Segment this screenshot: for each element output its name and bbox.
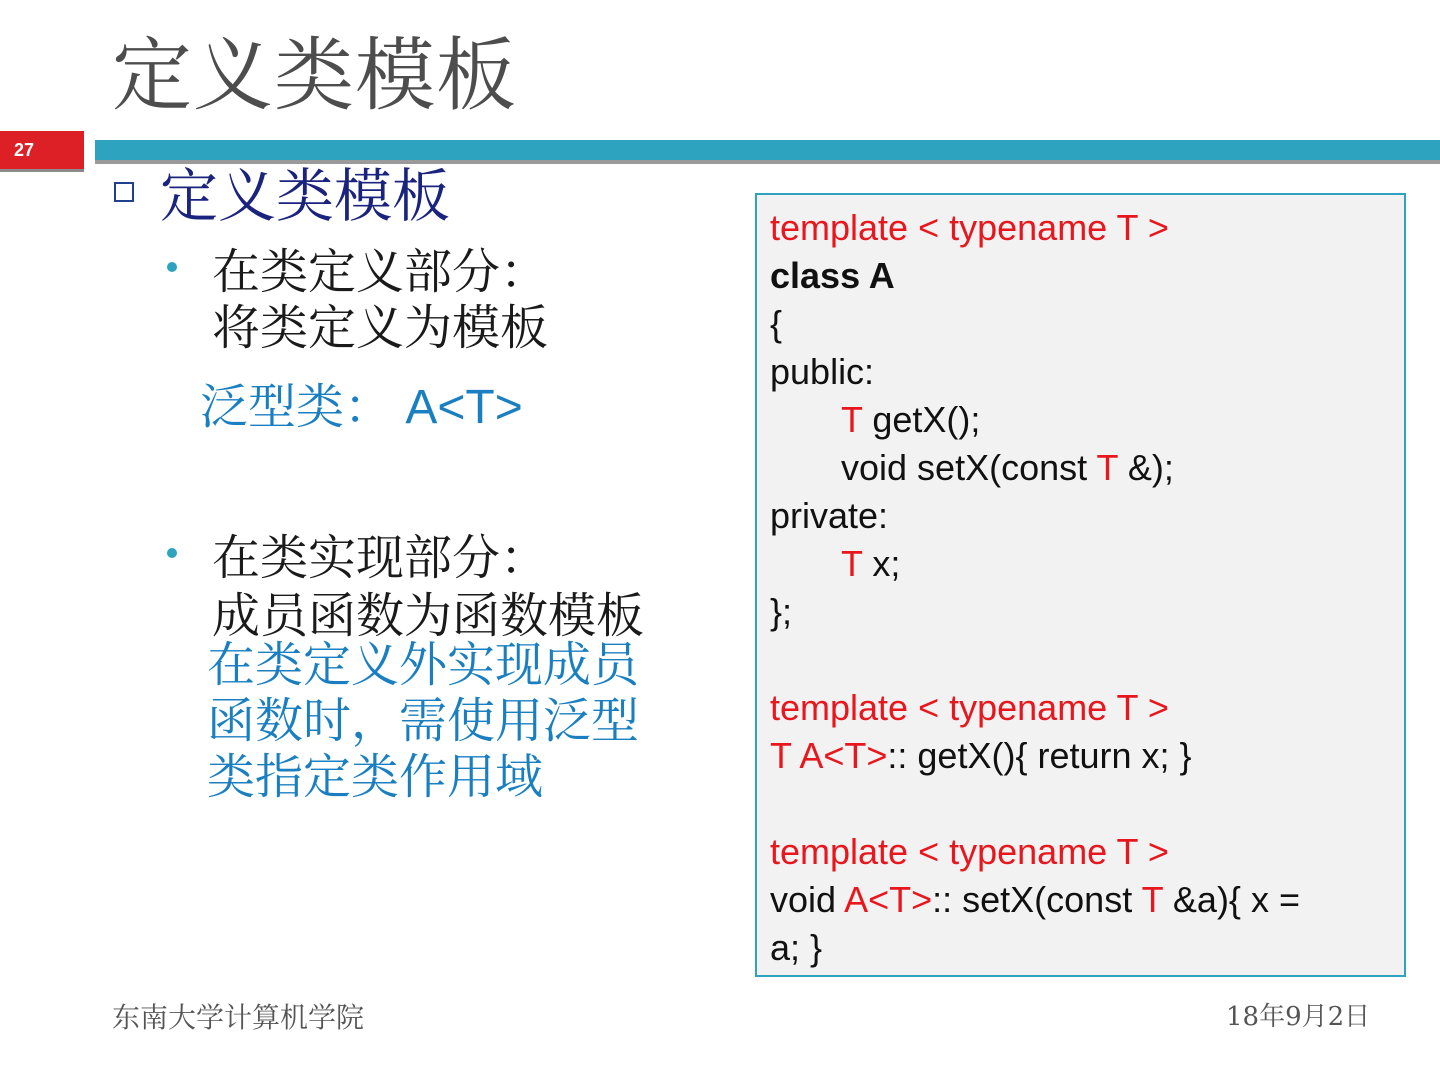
code-line [770, 396, 1390, 444]
code-fragment: void [770, 879, 845, 920]
type-token: A<T> [844, 879, 933, 920]
code-fragment: x; [862, 543, 901, 584]
code-line [770, 540, 1390, 588]
section-heading: 定义类模板 [160, 164, 451, 229]
scope-note-line-3: 类指定类作用域 [207, 751, 544, 804]
dot-bullet-icon [167, 548, 177, 558]
square-bullet-icon [114, 182, 134, 202]
code-fragment: :: getX(){ return x; } [887, 735, 1192, 776]
code-line [770, 876, 1390, 924]
code-line: template < typename T > [770, 687, 1169, 728]
bullet-2-line-1: 在类实现部分： [212, 532, 549, 585]
scope-note-line-1: 在类定义外实现成员 [207, 639, 640, 692]
code-fragment: :: setX(const [932, 879, 1142, 920]
type-token: T [1096, 447, 1118, 488]
scope-note-line-2: 函数时，需使用泛型 [207, 695, 640, 748]
title-divider-bar [95, 140, 1440, 164]
generic-class-note: 泛型类： A<T> [200, 381, 523, 434]
code-line: template < typename T > [770, 831, 1169, 872]
footer-date: 18年9月2日 [1226, 1002, 1371, 1032]
bullet-1-line-1: 在类定义部分： [212, 246, 549, 299]
code-line: template < typename T > [770, 207, 1169, 248]
type-token: T [841, 543, 863, 584]
code-line: private: [770, 495, 889, 536]
code-line: a; } [770, 927, 823, 968]
code-fragment: void setX(const [841, 447, 1097, 488]
code-blank-line [770, 780, 1390, 828]
code-line [770, 732, 1390, 780]
code-line: }; [770, 591, 793, 632]
type-token: T [841, 399, 863, 440]
code-line [770, 444, 1390, 492]
type-token: T [1141, 879, 1163, 920]
code-line: { [770, 303, 783, 344]
code-fragment: &a){ x = [1162, 879, 1300, 920]
type-token: T A<T> [770, 735, 888, 776]
code-fragment: &); [1117, 447, 1174, 488]
footer-institution: 东南大学计算机学院 [112, 1001, 365, 1034]
dot-bullet-icon [167, 262, 177, 272]
code-line: public: [770, 351, 875, 392]
page-number-badge: 27 [0, 131, 84, 169]
code-line: class A [770, 255, 895, 296]
slide-title: 定义类模板 [112, 29, 517, 122]
bullet-2-line-2: 成员函数为函数模板 [212, 590, 645, 643]
code-fragment: getX(); [862, 399, 981, 440]
bullet-1-line-2: 将类定义为模板 [212, 302, 549, 355]
code-text [770, 204, 1390, 972]
code-blank-line [770, 636, 1390, 684]
